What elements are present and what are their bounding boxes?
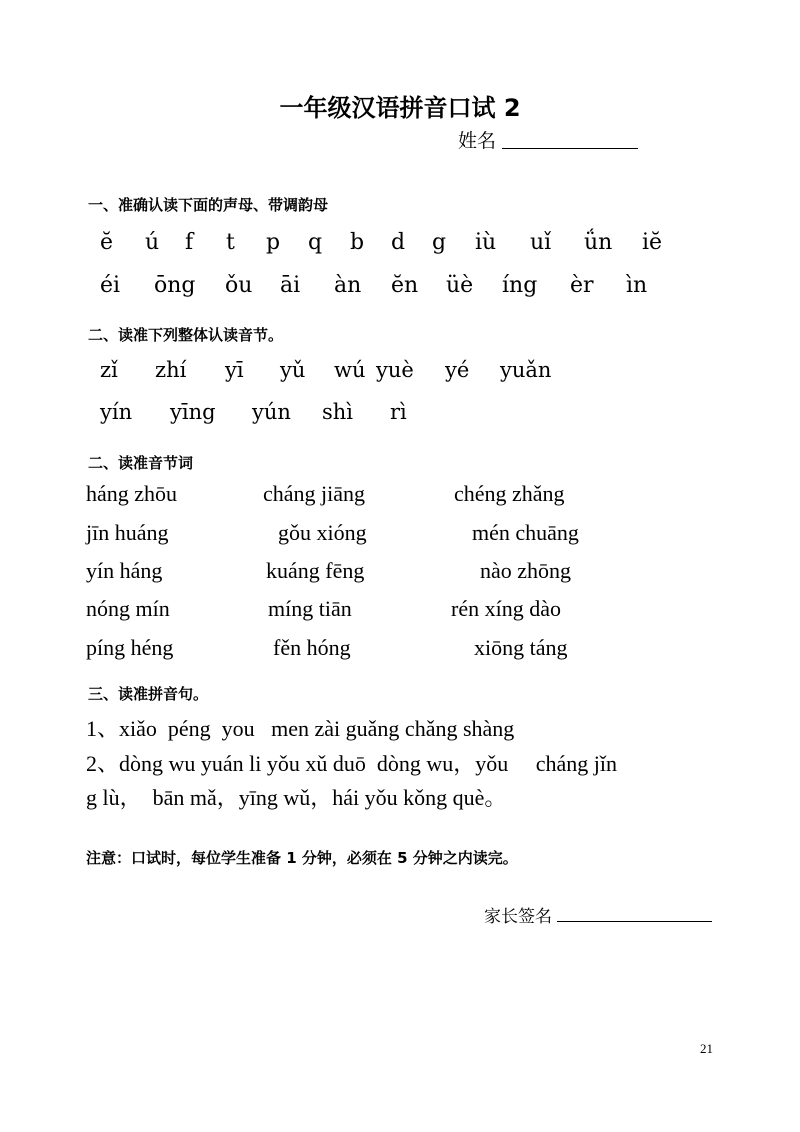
syllable: zǐ [100,358,118,382]
word: jīn huáng [86,520,169,545]
syllable: āi [280,273,301,298]
syllable: ú [145,230,160,255]
syllable: yuè [376,358,414,382]
word: nào zhōng [480,558,572,583]
word: rén xíng dào [451,596,561,621]
syllable: p [266,230,281,255]
syllable: yīng [170,400,216,424]
syllable: íng [502,273,538,298]
syllable: ĕ [100,230,114,255]
syllable: b [350,230,365,255]
syllable: f [185,230,194,255]
syllable: uǐ [530,230,552,255]
word: píng héng [86,635,174,660]
word: fěn hóng [273,635,351,660]
syllable: ǒu [225,273,253,298]
section-2-heading: 二、读准下列整体认读音节。 [88,326,284,344]
syllable: yī [225,358,244,382]
syllable: àn [334,273,362,298]
instructions-note: 注意：口试时，每位学生准备 1 分钟，必须在 5 分钟之内读完。 [86,849,518,867]
syllable: iù [475,230,497,255]
syllable: g [432,230,447,255]
word: chéng zhǎng [454,481,565,506]
word: gǒu xióng [278,520,367,545]
syllable: éi [100,273,121,298]
page-number: 21 [700,1041,713,1056]
syllable: rì [390,400,407,424]
syllable: t [226,230,235,255]
sentence-2-continued: g lù， bān mǎ，yīng wǔ，hái yǒu kǒng què。 [86,785,507,810]
syllable: yín [100,400,133,424]
word: háng zhōu [86,481,178,506]
syllable: yǔ [280,358,306,382]
name-blank-line[interactable] [502,148,638,149]
parent-signature-label: 家长签名 [484,907,552,927]
syllable: zhí [155,358,187,382]
syllable: ōng [154,273,196,298]
section-3-heading: 二、读准音节词 [88,454,194,472]
syllable: ìn [626,273,648,298]
syllable: yún [252,400,291,424]
word: yín háng [86,558,163,583]
syllable: d [391,230,406,255]
syllable: shì [322,400,354,424]
word: mén chuāng [472,520,579,545]
word: xiōng táng [474,635,568,660]
word: nóng mín [86,596,170,621]
word: míng tiān [268,596,352,621]
syllable: wú [334,358,366,382]
syllable: ǘn [584,230,613,255]
syllable: yuǎn [500,358,552,382]
syllable: q [308,230,323,255]
name-label: 姓名 [458,130,497,152]
section-4-heading: 三、读准拼音句。 [88,685,209,703]
syllable: üè [446,273,474,298]
syllable: ĕn [391,273,419,298]
sentence-2: 2、dòng wu yuán li yǒu xǔ duō dòng wu，yǒu cháng jǐn [86,751,618,776]
syllable: yé [445,358,470,382]
syllable: iĕ [642,230,663,255]
word: cháng jiāng [263,481,366,506]
sentence-1: 1、xiǎo péng you men zài guǎng chǎng shàng [86,716,515,741]
parent-signature-line[interactable] [557,921,712,922]
page-title: 一年级汉语拼音口试 2 [279,94,521,122]
section-1-heading: 一、准确认读下面的声母、带调韵母 [88,196,329,214]
word: kuáng fēng [266,558,365,583]
syllable: èr [570,273,594,298]
